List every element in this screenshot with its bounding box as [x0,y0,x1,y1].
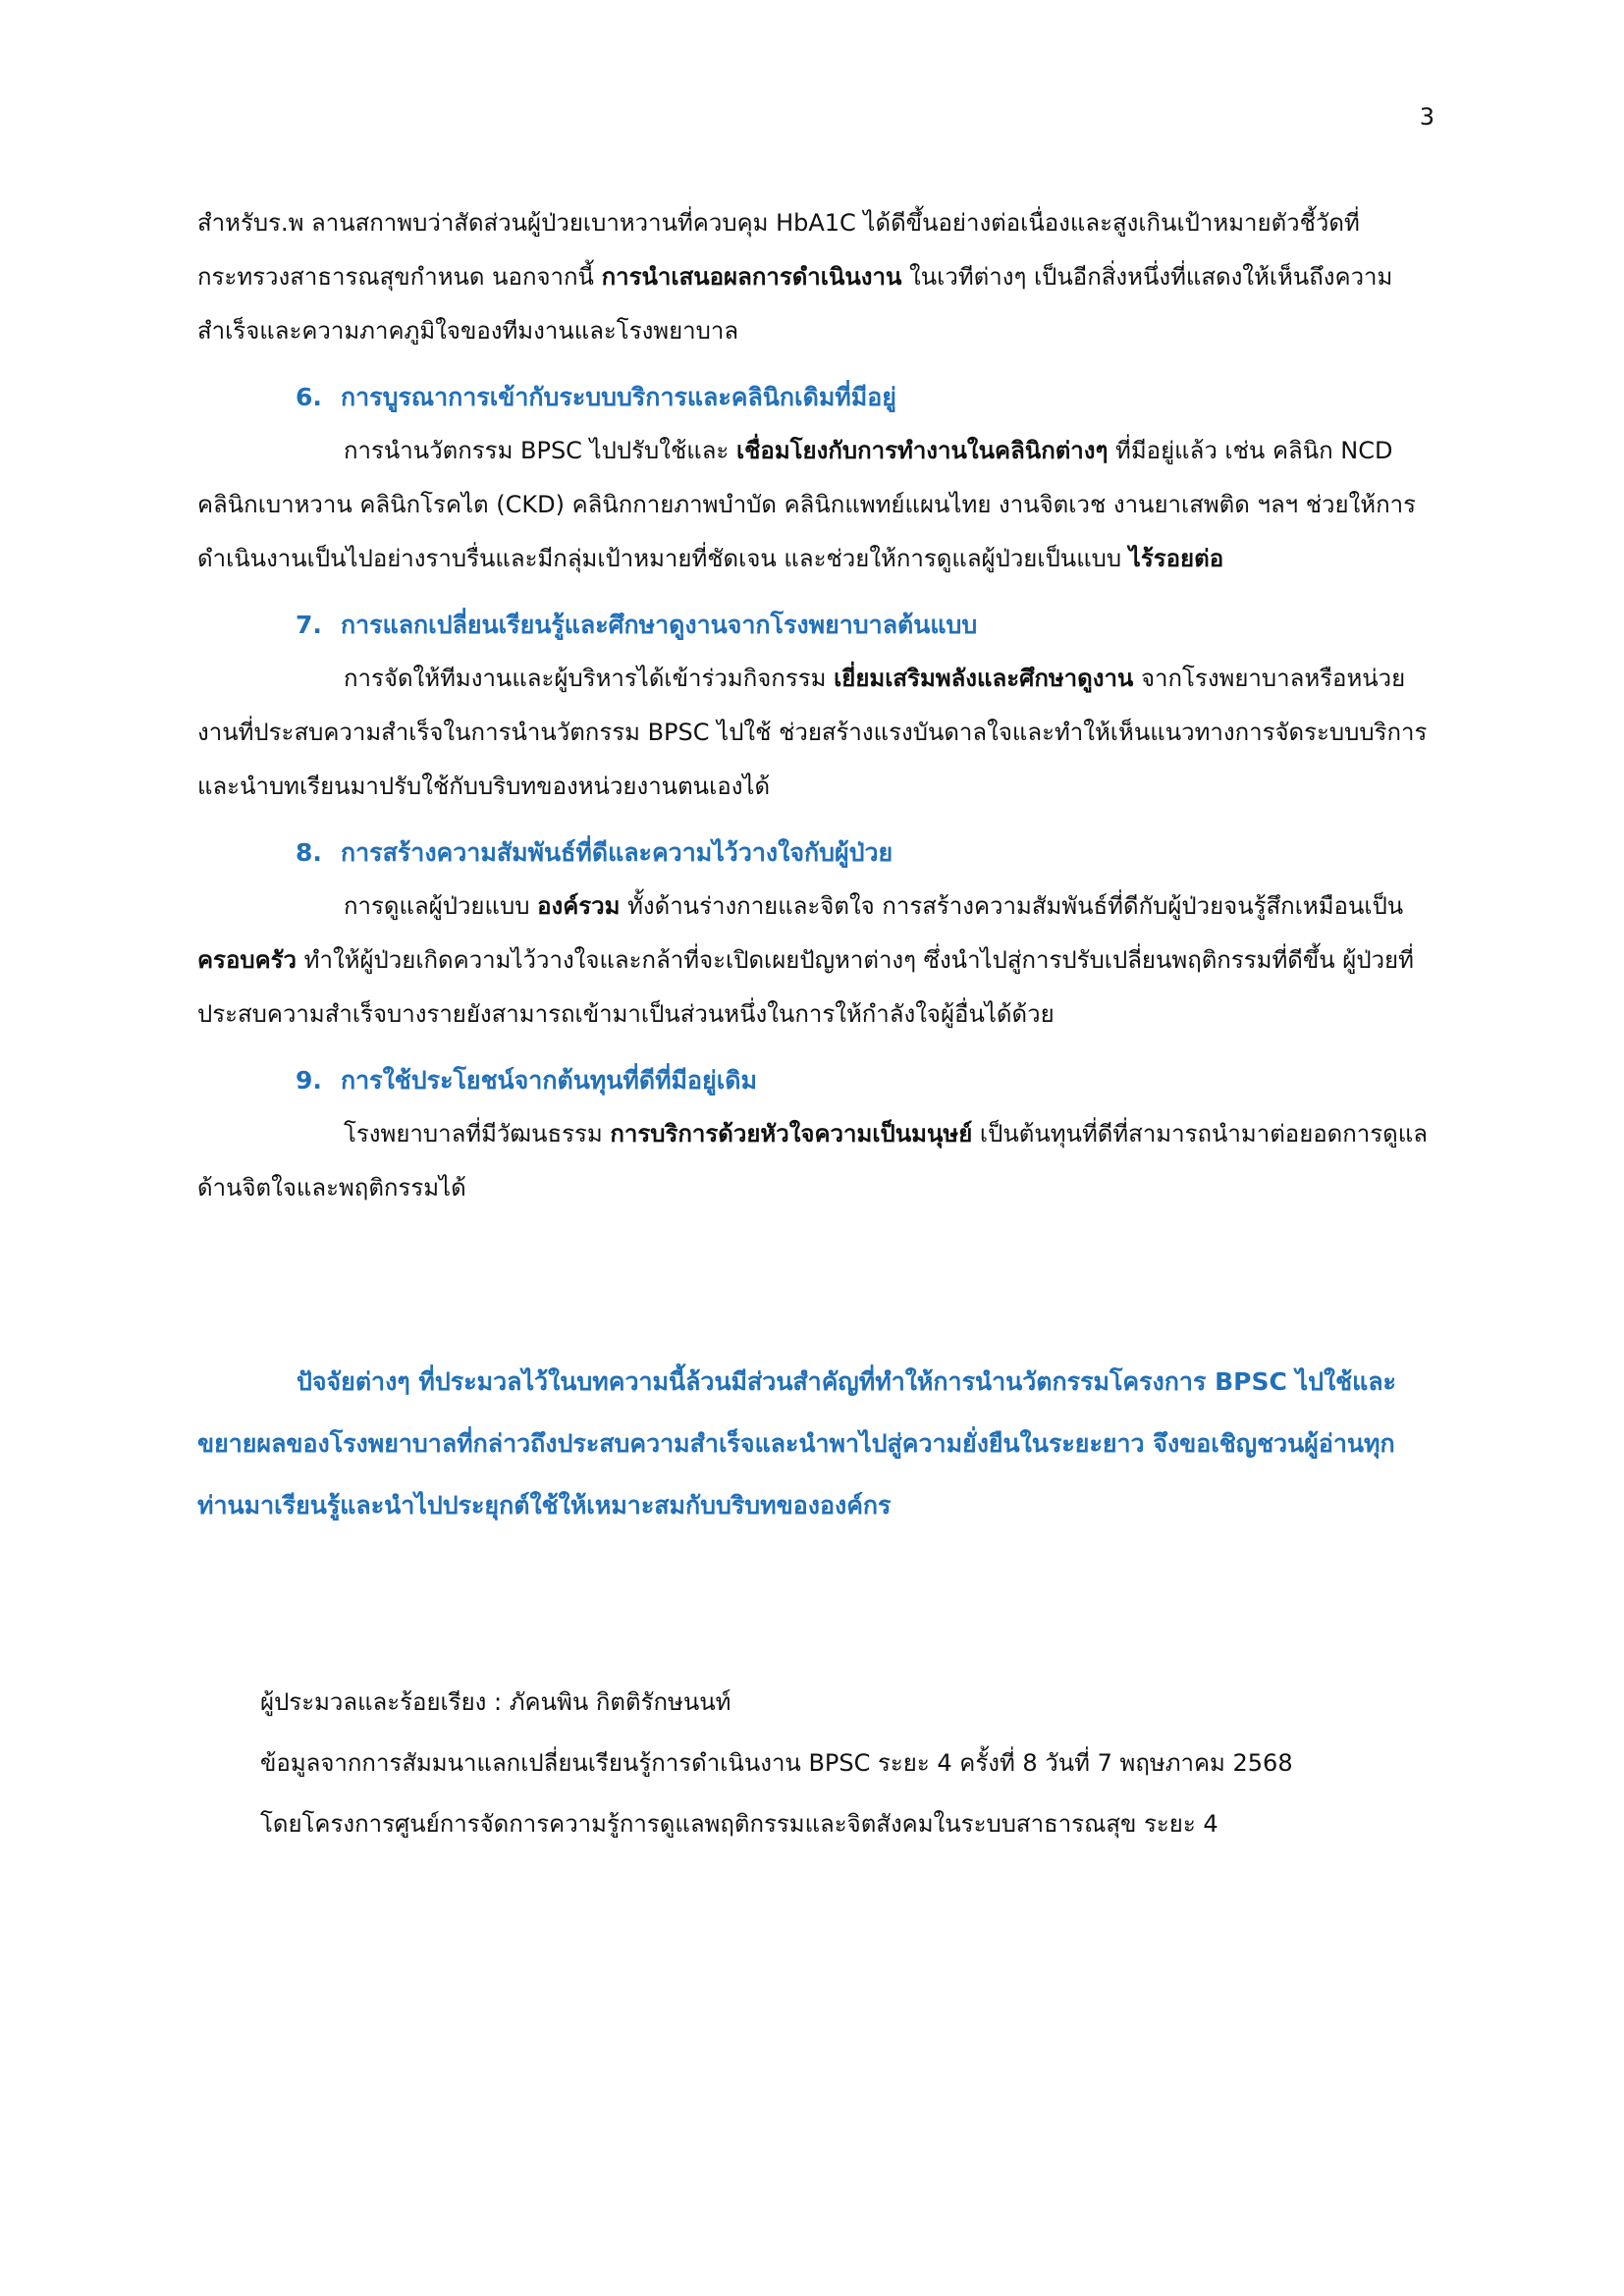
paragraph-text: จากโรงพยาบาลหรือหน่วยงานที่ประสบความสำเร็จในการนำนวัตกรรม BPSC ไปใช้ ช่วยสร้างแรงบันดาลใจและทำให้เห็นแนวทางการจัดระบบบริการและนำบทเรียนมาปรับใช้กับบริบทของหน่วยงานตนเองได้ [197,665,1428,800]
conclusion-text: ปัจจัยต่างๆ ที่ประมวลไว้ในบทความนี้ล้วนมีส่วนสำคัญที่ทำให้การนำนวัตกรรมโครงการ BPSC ไปใช้และขยายผลของโรงพยาบาลที่กล่าวถึงประสบความสำเร็จและนำพาไปสู่ความยั่งยืนในระยะยาว จึงขอเชิญชวนผู้อ่านทุกท่านมาเรียนรู้และนำไปประยุกต์ใช้ให้เหมาะสมกับบริบทขององค์กร [197,1367,1396,1520]
section-6-paragraph [197,424,1436,586]
section-9-paragraph [197,1107,1436,1215]
paragraph-emphasis: ไร้รอยต่อ [1128,545,1224,572]
section-number: 7. [296,611,322,639]
intro-text: สำหรับร.พ ลานสกาพบว่าสัดส่วนผู้ป่วยเบาหวานที่ควบคุม HbA1C ได้ดีขึ้นอย่างต่อเนื่องและสูงเกินเป้าหมายตัวชี้วัดที่กระทรวงสาธารณสุขกำหนด นอกจากนี้ [197,209,1360,291]
paragraph-emphasis: เชื่อมโยงกับการทำงานในคลินิกต่างๆ [735,437,1109,464]
paragraph-emphasis: ครอบครัว [197,946,298,974]
section-8-heading [197,826,1436,880]
credit-organizer: โดยโครงการศูนย์การจัดการความรู้การดูแลพฤติกรรมและจิตสังคมในระบบสาธารณสุข ระยะ 4 [260,1810,1218,1838]
paragraph-emphasis: เยี่ยมเสริมพลังและศึกษาดูงาน [834,665,1134,692]
paragraph-text: การดูแลผู้ป่วยแบบ [344,892,538,920]
paragraph-text: ทั้งด้านร่างกายและจิตใจ การสร้างความสัมพันธ์ที่ดีกับผู้ป่วยจนรู้สึกเหมือนเป็น [620,892,1404,920]
section-title: การใช้ประโยชน์จากต้นทุนที่ดีที่มีอยู่เดิม [341,1066,757,1095]
section-number: 9. [296,1066,322,1095]
page-number: 3 [1419,103,1435,131]
conclusion-paragraph [197,1351,1436,1536]
section-title: การสร้างความสัมพันธ์ที่ดีและความไว้วางใจกับผู้ป่วย [341,838,893,867]
intro-text-cont: ในเวทีต่างๆ เป็นอีกสิ่งหนึ่งที่แสดงให้เห็นถึงความสำเร็จและความภาคภูมิใจของทีมงานและโรงพยาบาล [197,263,1393,345]
paragraph-text: โรงพยาบาลที่มีวัฒนธรรม [344,1120,611,1148]
paragraph-text: การจัดให้ทีมงานและผู้บริหารได้เข้าร่วมกิจกรรม [344,665,835,692]
credit-source: ข้อมูลจากการสัมมนาแลกเปลี่ยนเรียนรู้การดำเนินงาน BPSC ระยะ 4 ครั้งที่ 8 วันที่ 7 พฤษภาคม 2568 [260,1749,1293,1777]
paragraph-emphasis: การบริการด้วยหัวใจความเป็นมนุษย์ [610,1120,973,1148]
section-8-paragraph [197,880,1436,1041]
paragraph-text: การนำนวัตกรรม BPSC ไปปรับใช้และ [344,437,736,464]
section-7-paragraph [197,652,1436,814]
paragraph-text: ที่มีอยู่แล้ว เช่น คลินิก NCD คลินิกเบาหวาน คลินิกโรคไต (CKD) คลินิกกายภาพบำบัด คลินิกแพทย์แผนไทย งานจิตเวช งานยาเสพติด ฯลฯ ช่วยให้การดำเนินงานเป็นไปอย่างราบรื่นและมีกลุ่มเป้าหมายที่ชัดเจน และช่วยให้การดูแลผู้ป่วยเป็นแบบ [197,437,1417,572]
section-number: 6. [296,383,322,411]
section-9-heading [197,1053,1436,1107]
section-title: การแลกเปลี่ยนเรียนรู้และศึกษาดูงานจากโรงพยาบาลต้นแบบ [341,611,978,639]
credits-block [197,1672,1436,1854]
intro-paragraph [197,196,1436,358]
paragraph-text: เป็นต้นทุนที่ดีที่สามารถนำมาต่อยอดการดูแลด้านจิตใจและพฤติกรรมได้ [197,1120,1428,1201]
section-6-heading [197,370,1436,424]
section-number: 8. [296,838,322,867]
credit-author: ผู้ประมวลและร้อยเรียง : ภัคนพิน กิตติรักษนนท์ [260,1688,731,1716]
section-title: การบูรณาการเข้ากับระบบบริการและคลินิกเดิมที่มีอยู่ [341,383,896,411]
paragraph-text: ทำให้ผู้ป่วยเกิดความไว้วางใจและกล้าที่จะเปิดเผยปัญหาต่างๆ ซึ่งนำไปสู่การปรับเปลี่ยนพฤติกรรมที่ดีขึ้น ผู้ป่วยที่ประสบความสำเร็จบางรายยังสามารถเข้ามาเป็นส่วนหนึ่งในการให้กำลังใจผู้อื่นได้ด้วย [197,946,1414,1028]
document-body [197,196,1436,1854]
section-7-heading [197,598,1436,652]
intro-emphasis: การนำเสนอผลการดำเนินงาน [601,263,902,291]
paragraph-emphasis: องค์รวม [537,892,621,920]
